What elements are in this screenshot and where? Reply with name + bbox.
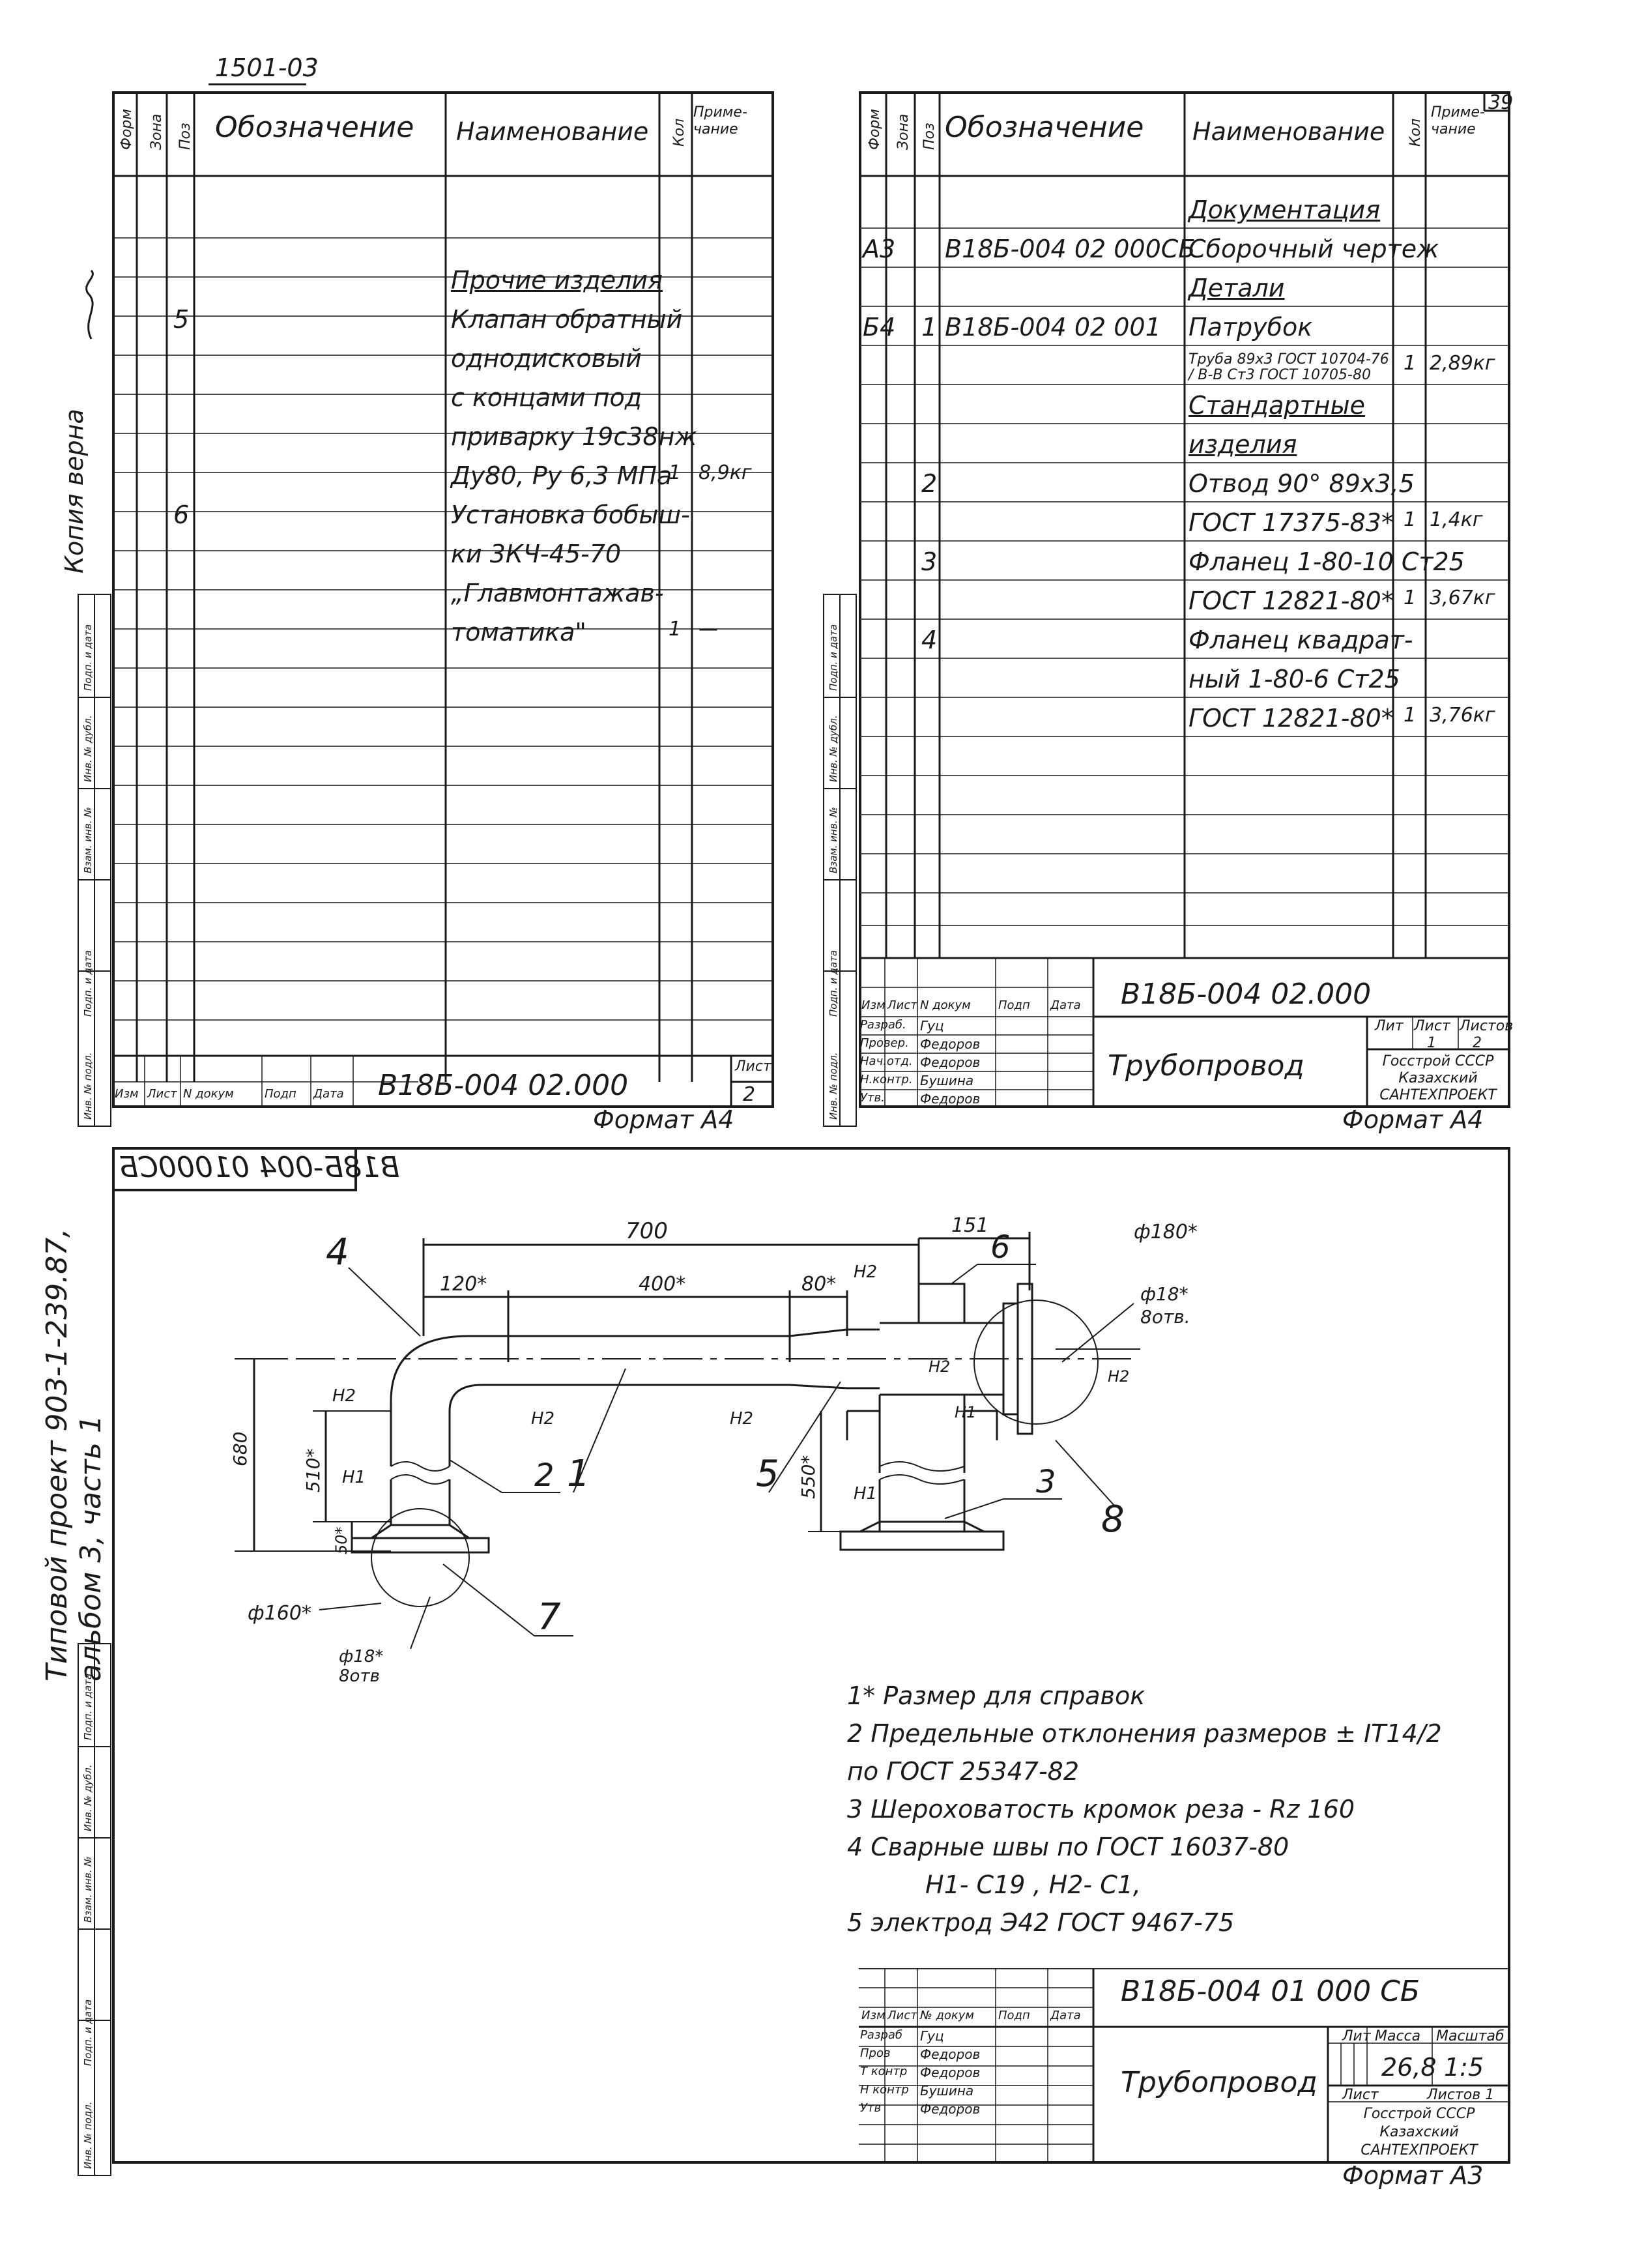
stamp-signer: Федоров [920, 2065, 981, 2080]
stamp-role: Утв [860, 2101, 882, 2115]
dim-holes-top: 8отв. [1140, 1306, 1190, 1328]
stamp-col-label: Лист [887, 998, 917, 1012]
right-org: Госстрой СССР Казахский САНТЕХПРОЕКТ [1379, 1053, 1497, 1103]
spec-row-qty: 1 [669, 618, 682, 641]
side-stamp-field: Инв. № дубл. [82, 715, 94, 782]
stamp-col-label: Лист [147, 1087, 177, 1101]
stamp-role: Нач.отд. [860, 1054, 913, 1068]
side-stamp-field: Инв. № подл. [82, 2101, 94, 2169]
bottom-org: Госстрой СССР Казахский САНТЕХПРОЕКТ [1361, 2106, 1478, 2159]
dim-550: 550* [798, 1455, 819, 1499]
stamp-role: Разраб. [860, 1018, 906, 1032]
stamp-signer: Федоров [920, 1036, 981, 1052]
right-header-name: Наименование [1192, 117, 1385, 146]
stamp-signer: Гуц [920, 1018, 944, 1034]
callout-4: 4 [326, 1231, 349, 1273]
note-line: 4 Сварные швы по ГОСТ 16037-80 [847, 1833, 1289, 1861]
stamp-col-label: Изм [861, 2009, 886, 2022]
side-stamp-field: Инв. № подл. [82, 1052, 94, 1120]
mirrored-code: В18Б-004 01000СБ [119, 1151, 400, 1184]
page-number: 39 [1488, 91, 1514, 114]
weld-mark: Н2 [929, 1358, 951, 1376]
left-doc-number: В18Б-004 02.000 [378, 1069, 629, 1102]
right-sheet-label: Лист [1414, 1018, 1450, 1034]
side-stamp-field: Подп. и дата [82, 1673, 94, 1740]
stamp-role: Разраб [860, 2028, 903, 2042]
right-header-note: Приме-чание [1431, 104, 1485, 138]
left-header-format: Форм [119, 109, 135, 150]
spec-row-name: Фланец 1-80-10 Ст25 [1188, 547, 1465, 576]
left-header-designation: Обозначение [215, 111, 414, 144]
spec-row-name: Сборочный чертеж [1188, 235, 1439, 263]
side-stamp-field: Инв. № подл. [828, 1052, 839, 1120]
callout-2: 2 [534, 1457, 555, 1494]
weld-mark: Н1 [342, 1468, 366, 1487]
callout-6: 6 [990, 1229, 1011, 1266]
stamp-col-label: Дата [313, 1087, 344, 1101]
dim-680: 680 [229, 1431, 251, 1466]
dim-holes-bottom: 8отв [339, 1666, 380, 1686]
stamp-signer: Гуц [920, 2028, 944, 2044]
spec-row-pos: 3 [921, 547, 938, 576]
right-title: Трубопровод [1108, 1049, 1304, 1083]
left-sheet-no: 2 [743, 1083, 756, 1106]
right-header-qty: Кол [1407, 118, 1424, 147]
spec-row-format: А3 [863, 235, 896, 263]
side-stamp-field: Взам. инв. № [828, 807, 839, 873]
stamp-role: Н.контр. [860, 1073, 913, 1086]
spec-row-qty: 1 [1404, 587, 1417, 609]
weld-mark: Н2 [531, 1409, 555, 1429]
stamp-signer: Бушина [920, 1073, 974, 1088]
side-stamp-field: Подп. и дата [828, 624, 839, 691]
dim-80: 80* [801, 1273, 837, 1296]
spec-row-name: ГОСТ 17375-83* [1188, 508, 1394, 537]
right-header-zone: Зона [895, 113, 912, 150]
spec-row-name: Труба 89х3 ГОСТ 10704-76 / В-В Ст3 ГОСТ 10705-80 [1188, 351, 1389, 383]
right-sheets-no: 2 [1473, 1035, 1482, 1051]
side-stamp-field: Взам. инв. № [82, 1856, 94, 1923]
spec-row-name: томатика" [451, 618, 586, 647]
stamp-role: Утв. [860, 1091, 885, 1105]
left-header-name: Наименование [456, 117, 649, 146]
spec-row-note: 1,4кг [1430, 508, 1483, 531]
bottom-lit-label: Лит [1342, 2028, 1371, 2044]
callout-5: 5 [756, 1453, 779, 1495]
spec-row-name: ный 1-80-6 Ст25 [1188, 665, 1400, 693]
left-spec-grid [112, 91, 774, 1108]
spec-row-name: ГОСТ 12821-80* [1188, 704, 1394, 733]
spec-row-note: 2,89кг [1430, 352, 1495, 375]
spec-row-name: Клапан обратный [451, 305, 683, 334]
stamp-col-label: Дата [1050, 2009, 1081, 2022]
spec-row-name: ГОСТ 12821-80* [1188, 587, 1394, 615]
spec-row-note: 8,9кг [699, 461, 752, 484]
side-stamp-field: Подп. и дата [82, 1999, 94, 2066]
left-header-note: Приме-чание [693, 104, 747, 138]
spec-row-format: Б4 [863, 313, 896, 342]
dim-120: 120* [440, 1273, 487, 1296]
spec-row-name: Фланец квадрат- [1188, 626, 1413, 654]
right-format: Формат А4 [1342, 1105, 1484, 1134]
left-spec-sheet [112, 91, 774, 1108]
spec-row-qty: 1 [1404, 704, 1417, 727]
spec-row-name: Установка бобыш- [451, 501, 690, 529]
dim-phi18-top: ф18* [1140, 1283, 1188, 1305]
spec-row-qty: 1 [669, 461, 682, 484]
stamp-role: Провер. [860, 1036, 909, 1050]
side-stamp-field: Подп. и дата [82, 950, 94, 1017]
spec-row-designation: В18Б-004 02 000СБ [945, 235, 1196, 263]
left-stamp-cols [112, 1087, 425, 1105]
spec-row-name: однодисковый [451, 344, 642, 373]
bottom-scale: 1:5 [1444, 2053, 1484, 2082]
spec-row-qty: 1 [1404, 352, 1417, 375]
dim-400: 400* [639, 1273, 686, 1296]
bottom-format: Формат А3 [1342, 2161, 1484, 2190]
spec-row-name: „Главмонтажав- [451, 579, 664, 607]
dim-510: 510* [302, 1448, 324, 1492]
spec-row-name: Документация [1188, 196, 1381, 224]
stamp-role: Н контр [860, 2083, 909, 2097]
note-line: 1* Размер для справок [847, 1681, 1145, 1710]
spec-row-pos: 1 [921, 313, 938, 342]
right-header-designation: Обозначение [945, 111, 1144, 144]
weld-mark: Н2 [730, 1409, 754, 1429]
left-header-qty: Кол [671, 118, 687, 147]
side-stamp-field: Подп. и дата [82, 624, 94, 691]
dim-50: 50* [332, 1526, 351, 1554]
spec-row-name: Ду80, Ру 6,3 МПа [451, 461, 672, 490]
left-format: Формат А4 [593, 1105, 734, 1134]
right-sheet-no: 1 [1427, 1035, 1436, 1051]
bottom-mass: 26,8 [1381, 2053, 1437, 2082]
side-stamp-field: Взам. инв. № [82, 807, 94, 873]
right-sheets-label: Листов [1460, 1018, 1514, 1034]
signature-mark [78, 267, 104, 345]
spec-row-pos: 6 [173, 501, 190, 529]
spec-row-name: ки 3КЧ-45-70 [451, 540, 622, 568]
stamp-col-label: Изм [861, 998, 886, 1012]
side-stamp-field: Подп. и дата [828, 950, 839, 1017]
stamp-col-label: N докум [183, 1087, 234, 1101]
stamp-signer: Бушина [920, 2083, 974, 2099]
stamp-col-label: Подп [998, 2009, 1030, 2022]
stamp-signer: Федоров [920, 2101, 981, 2117]
spec-row-note: 3,76кг [1430, 704, 1495, 727]
side-stamp-field: Инв. № дубл. [82, 1764, 94, 1831]
stamp-col-label: № докум [920, 2009, 975, 2022]
bottom-mass-label: Масса [1375, 2028, 1421, 2044]
right-header-pos: Поз [921, 123, 938, 150]
note-line: Н1- С19 , Н2- С1, [925, 1870, 1141, 1899]
bottom-title: Трубопровод [1121, 2066, 1318, 2099]
bottom-doc-number: В18Б-004 01 000 СБ [1121, 1975, 1420, 2008]
bottom-scale-label: Масштаб [1436, 2028, 1505, 2044]
left-header-zone: Зона [149, 113, 165, 150]
stamp-signer: Федоров [920, 1091, 981, 1107]
bottom-sheet-label: Лист [1342, 2087, 1379, 2103]
spec-row-name: изделия [1188, 430, 1297, 459]
note-line: по ГОСТ 25347-82 [847, 1757, 1080, 1786]
note-line: 3 Шероховатость кромок реза - Rz 160 [847, 1795, 1355, 1824]
stamp-signer: Федоров [920, 2046, 981, 2062]
weld-mark: Н2 [332, 1386, 356, 1406]
stamp-signer: Федоров [920, 1054, 981, 1070]
stamp-col-label: Подп [998, 998, 1030, 1012]
stamp-col-label: Изм [115, 1087, 139, 1101]
stamp-role: Т контр [860, 2065, 908, 2078]
weld-mark: Н2 [854, 1262, 878, 1282]
bottom-sheets-label: Листов 1 [1427, 2087, 1495, 2103]
spec-row-name: Прочие изделия [451, 266, 663, 295]
note-line: 2 Предельные отклонения размеров ± IT14/2 [847, 1719, 1442, 1748]
typical-project-label: Типовой проект 903-1-239.87, альбом 3, часть 1 [40, 1228, 108, 1681]
spec-row-designation: В18Б-004 02 001 [945, 313, 1161, 342]
stamp-col-label: Лист [887, 2009, 917, 2022]
left-header-pos: Поз [177, 123, 194, 150]
dim-phi160: ф160* [248, 1602, 311, 1625]
copy-verified-label: Копия верна [60, 409, 89, 574]
spec-row-qty: 1 [1404, 508, 1417, 531]
spec-row-note: 3,67кг [1430, 587, 1495, 609]
callout-3: 3 [1036, 1464, 1056, 1500]
spec-row-pos: 2 [921, 469, 938, 498]
right-doc-number: В18Б-004 02.000 [1121, 978, 1372, 1011]
right-stamp-cols [859, 998, 1093, 1017]
stamp-col-label: Подп [265, 1087, 296, 1101]
side-stamp-field: Инв. № дубл. [828, 715, 839, 782]
spec-row-name: с концами под [451, 383, 642, 412]
callout-7: 7 [538, 1596, 561, 1638]
dim-phi18-bottom: ф18* [339, 1647, 384, 1666]
spec-row-name: Патрубок [1188, 313, 1313, 342]
stamp-col-label: N докум [920, 998, 971, 1012]
note-line: 5 электрод Э42 ГОСТ 9467-75 [847, 1908, 1235, 1937]
spec-row-name: Стандартные [1188, 391, 1365, 420]
left-sheet-label: Лист [735, 1058, 771, 1075]
bottom-stamp-cols [859, 2009, 1093, 2027]
spec-row-note: — [699, 618, 718, 641]
weld-mark: Н1 [854, 1484, 878, 1504]
spec-row-pos: 4 [921, 626, 938, 654]
callout-8: 8 [1101, 1498, 1125, 1541]
right-header-format: Форм [867, 109, 883, 150]
top-ref: 1501-03 [215, 53, 319, 82]
stamp-role: Пров [860, 2046, 891, 2060]
dim-151: 151 [951, 1214, 989, 1237]
spec-row-name: приварку 19с38нж [451, 422, 697, 451]
dim-700: 700 [626, 1218, 668, 1244]
spec-row-pos: 5 [173, 305, 190, 334]
pipeline-drawing [195, 1193, 1433, 1753]
right-lit-label: Лит [1375, 1018, 1404, 1034]
spec-row-name: Отвод 90° 89х3,5 [1188, 469, 1415, 498]
dim-phi180: ф180* [1134, 1221, 1198, 1243]
weld-mark: Н1 [955, 1403, 977, 1421]
weld-mark: Н2 [1108, 1367, 1130, 1386]
mirrored-code-box [112, 1147, 400, 1191]
stamp-col-label: Дата [1050, 998, 1081, 1012]
spec-row-name: Детали [1188, 274, 1285, 302]
callout-1: 1 [567, 1453, 590, 1495]
